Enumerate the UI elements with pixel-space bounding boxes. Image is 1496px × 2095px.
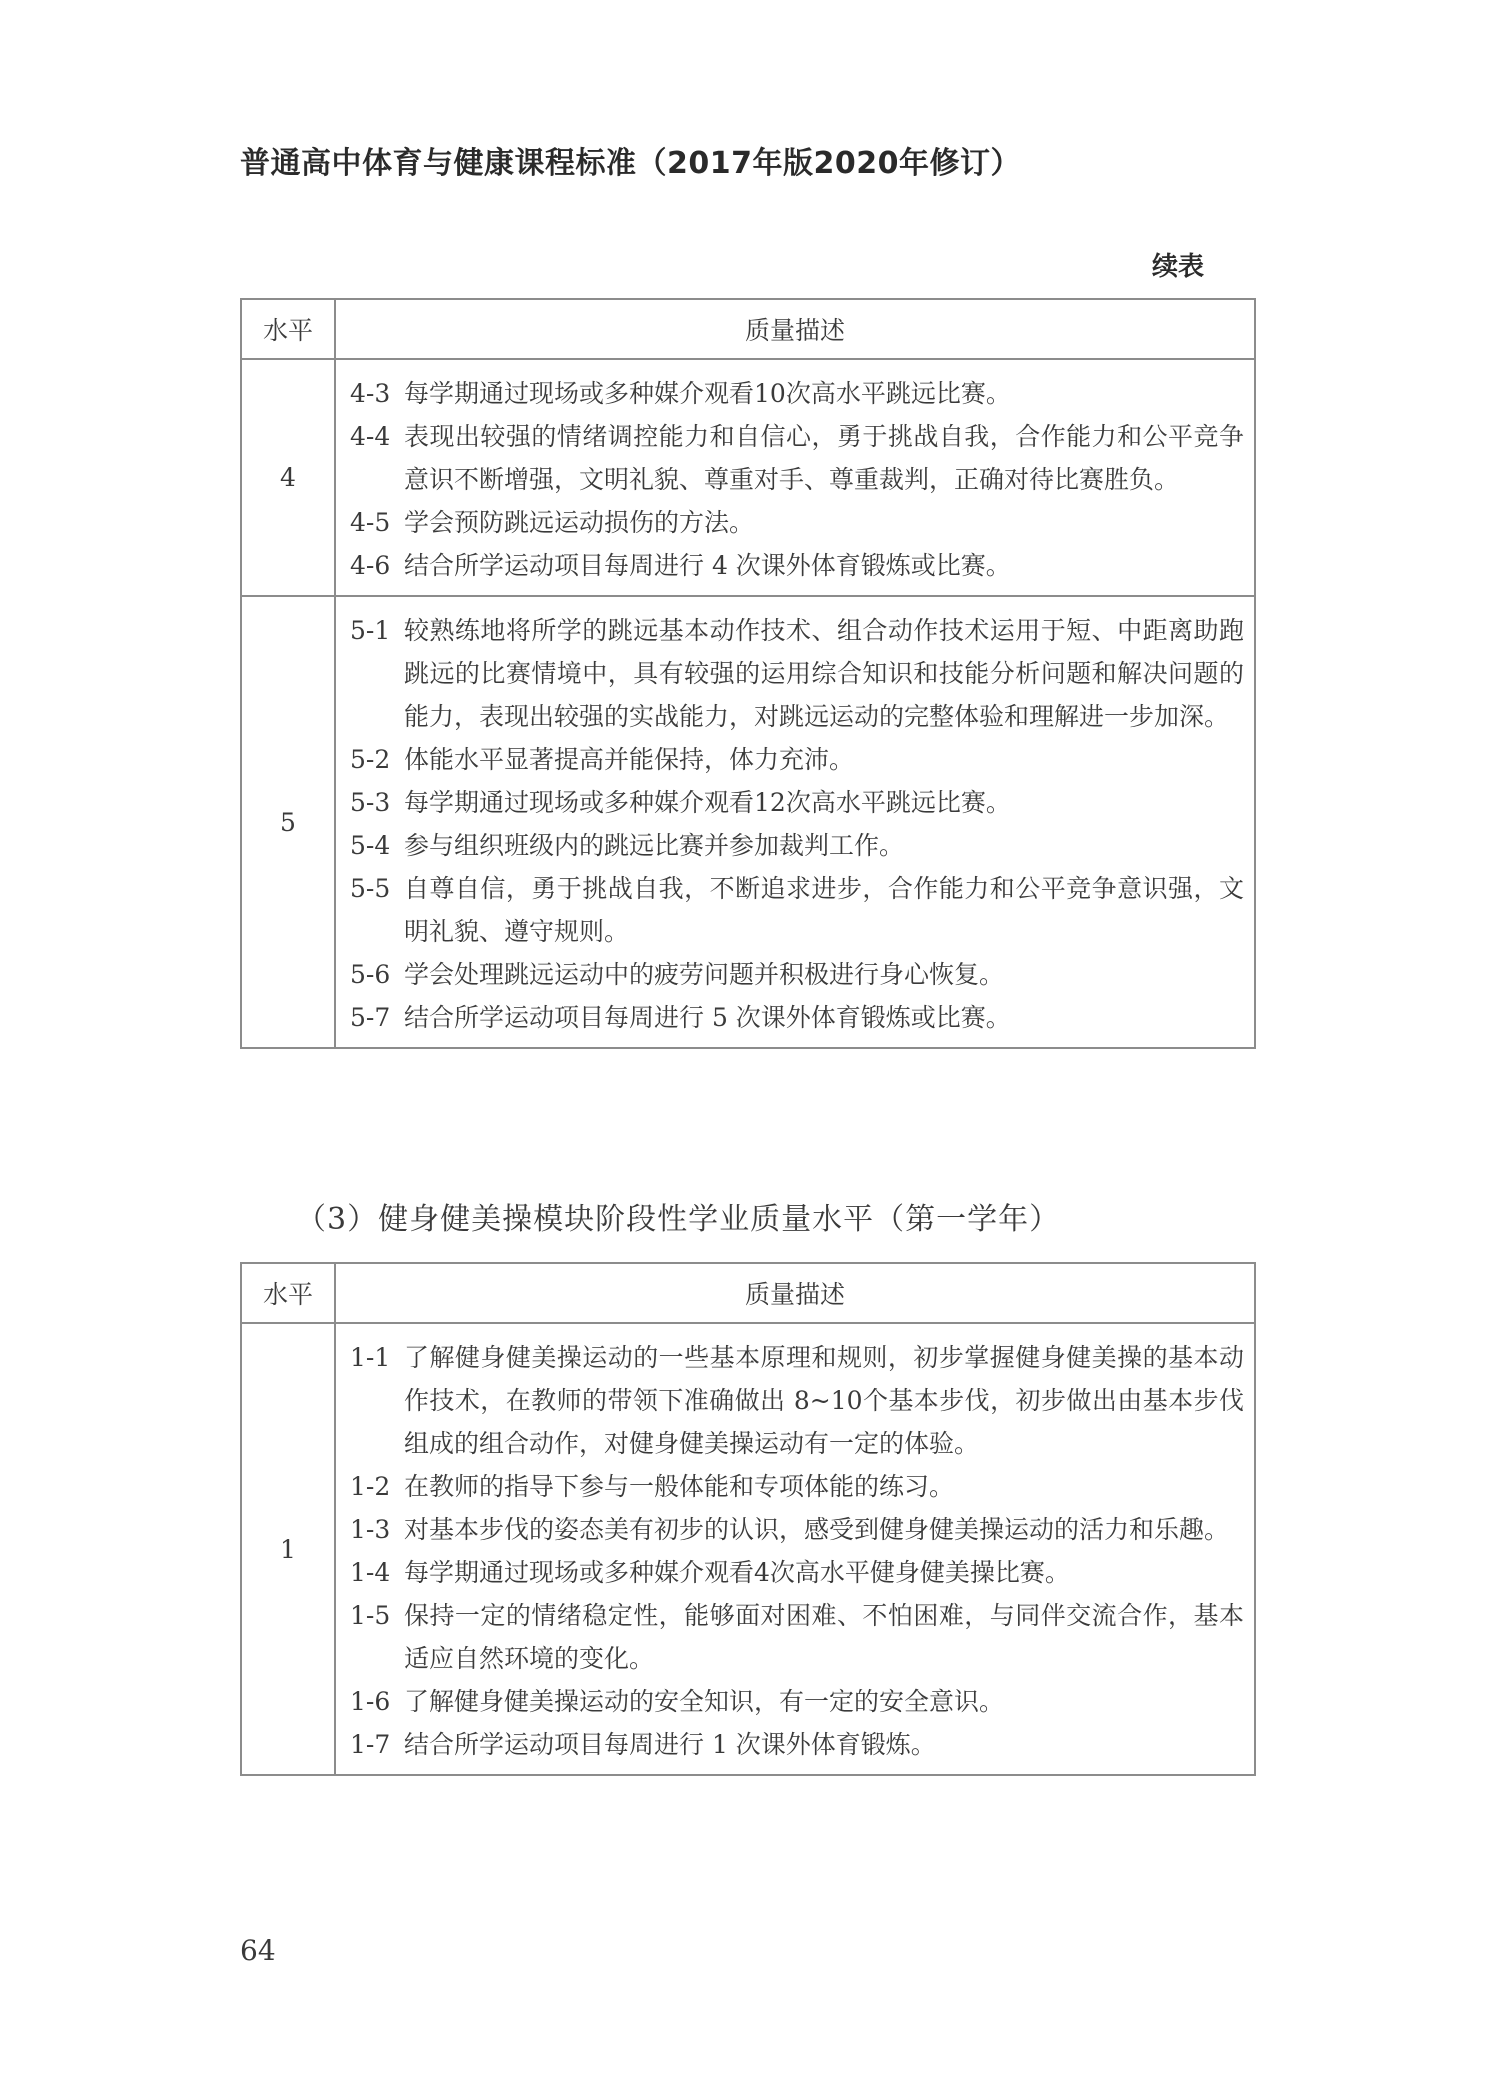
list-item (346, 1723, 1244, 1766)
description-cell (335, 596, 1255, 1048)
item-text: 自尊自信，勇于挑战自我，不断追求进步，合作能力和公平竞争意识强，文明礼貌、遵守规则。 (404, 874, 1244, 946)
list-item (346, 1465, 1244, 1508)
list-item (346, 738, 1244, 781)
item-text: 每学期通过现场或多种媒介观看10次高水平跳远比赛。 (404, 379, 1011, 408)
column-header-description: 质量描述 (335, 299, 1255, 359)
item-text: 每学期通过现场或多种媒介观看4次高水平健身健美操比赛。 (404, 1558, 1070, 1587)
item-number: 5-6 (350, 960, 391, 989)
item-text: 结合所学运动项目每周进行 1 次课外体育锻炼。 (404, 1730, 936, 1759)
item-number: 1-5 (350, 1601, 391, 1630)
table-header-row (241, 1263, 1255, 1323)
continued-table-label: 续表 (1151, 252, 1204, 282)
list-item (346, 1508, 1244, 1551)
item-number: 5-4 (350, 831, 391, 860)
table-header-row (241, 299, 1255, 359)
table-row (241, 1323, 1255, 1775)
item-text: 保持一定的情绪稳定性，能够面对困难、不怕困难，与同伴交流合作，基本适应自然环境的变化。 (404, 1601, 1244, 1673)
item-number: 4-3 (350, 379, 391, 408)
item-text: 对基本步伐的姿态美有初步的认识，感受到健身健美操运动的活力和乐趣。 (404, 1515, 1230, 1544)
quality-table-aerobics (240, 1262, 1256, 1776)
table-row (241, 359, 1255, 596)
item-number: 5-3 (350, 788, 391, 817)
level-cell: 4 (241, 359, 335, 596)
item-number: 1-1 (350, 1343, 391, 1372)
page-number: 64 (240, 1934, 276, 1967)
item-text: 了解健身健美操运动的一些基本原理和规则，初步掌握健身健美操的基本动作技术，在教师的带领下准确做出 8~10个基本步伐，初步做出由基本步伐组成的组合动作，对健身健美操运动有一定的体验。 (404, 1343, 1244, 1458)
item-text: 学会处理跳远运动中的疲劳问题并积极进行身心恢复。 (404, 960, 1005, 989)
list-item (346, 1594, 1244, 1680)
description-cell (335, 1323, 1255, 1775)
item-text: 结合所学运动项目每周进行 5 次课外体育锻炼或比赛。 (404, 1003, 1011, 1032)
list-item (346, 996, 1244, 1039)
section-heading: （3）健身健美操模块阶段性学业质量水平（第一学年） (296, 1202, 1061, 1237)
item-text: 每学期通过现场或多种媒介观看12次高水平跳远比赛。 (404, 788, 1011, 817)
list-item (346, 1551, 1244, 1594)
list-item (346, 1680, 1244, 1723)
list-item (346, 781, 1244, 824)
list-item (346, 867, 1244, 953)
item-number: 4-4 (350, 422, 391, 451)
table-row (241, 596, 1255, 1048)
list-item (346, 372, 1244, 415)
description-cell (335, 359, 1255, 596)
list-item (346, 824, 1244, 867)
item-number: 4-5 (350, 508, 391, 537)
list-item (346, 609, 1244, 738)
column-header-level: 水平 (241, 1263, 335, 1323)
list-item (346, 501, 1244, 544)
item-number: 1-2 (350, 1472, 391, 1501)
item-number: 1-3 (350, 1515, 391, 1544)
item-number: 4-6 (350, 551, 391, 580)
quality-table-long-jump (240, 298, 1256, 1049)
item-number: 5-5 (350, 874, 391, 903)
list-item (346, 544, 1244, 587)
item-number: 1-7 (350, 1730, 391, 1759)
item-number: 5-1 (350, 616, 391, 645)
level-cell: 1 (241, 1323, 335, 1775)
item-number: 5-7 (350, 1003, 391, 1032)
item-number: 1-6 (350, 1687, 391, 1716)
column-header-description: 质量描述 (335, 1263, 1255, 1323)
list-item (346, 953, 1244, 996)
item-text: 表现出较强的情绪调控能力和自信心，勇于挑战自我，合作能力和公平竞争意识不断增强，文明礼貌、尊重对手、尊重裁判，正确对待比赛胜负。 (404, 422, 1244, 494)
item-text: 较熟练地将所学的跳远基本动作技术、组合动作技术运用于短、中距离助跑跳远的比赛情境中，具有较强的运用综合知识和技能分析问题和解决问题的能力，表现出较强的实战能力，对跳远运动的完整体验和理解进一步加深。 (404, 616, 1244, 731)
list-item (346, 415, 1244, 501)
item-text: 学会预防跳远运动损伤的方法。 (404, 508, 755, 537)
level-cell: 5 (241, 596, 335, 1048)
item-text: 结合所学运动项目每周进行 4 次课外体育锻炼或比赛。 (404, 551, 1011, 580)
item-text: 参与组织班级内的跳远比赛并参加裁判工作。 (404, 831, 905, 860)
item-number: 5-2 (350, 745, 391, 774)
item-text: 在教师的指导下参与一般体能和专项体能的练习。 (404, 1472, 955, 1501)
item-text: 体能水平显著提高并能保持，体力充沛。 (404, 745, 855, 774)
item-text: 了解健身健美操运动的安全知识，有一定的安全意识。 (404, 1687, 1005, 1716)
column-header-level: 水平 (241, 299, 335, 359)
item-number: 1-4 (350, 1558, 391, 1587)
list-item (346, 1336, 1244, 1465)
running-header-title: 普通高中体育与健康课程标准（2017年版2020年修订） (240, 146, 1021, 181)
